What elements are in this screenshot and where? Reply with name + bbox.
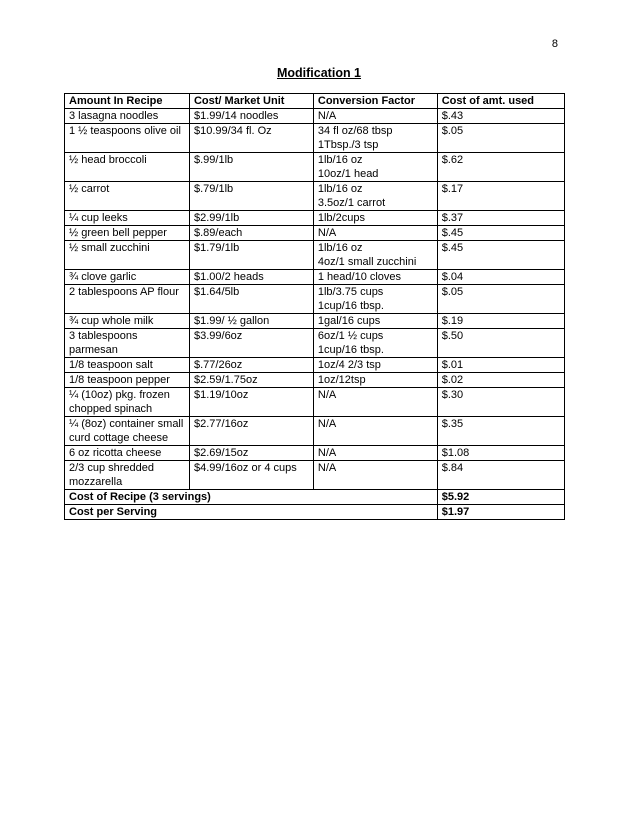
cost-unit-cell bbox=[189, 182, 313, 211]
table-row bbox=[65, 329, 565, 358]
conversion-cell bbox=[313, 417, 437, 446]
page-number: 8 bbox=[551, 38, 558, 50]
header-cost-unit: Cost/ Market Unit bbox=[189, 94, 313, 109]
cost-used-cell bbox=[437, 388, 564, 417]
conversion-cell-text: N/A bbox=[317, 389, 337, 401]
amount-cell bbox=[65, 226, 190, 241]
conversion-cell bbox=[313, 241, 437, 270]
amount-cell-text: 3 lasagna noodles bbox=[69, 110, 159, 122]
cost-used-cell-text: $.19 bbox=[441, 315, 464, 327]
total-row bbox=[65, 505, 565, 520]
conversion-cell bbox=[313, 153, 437, 182]
cost-unit-cell bbox=[189, 417, 313, 446]
cost-used-cell-text: $.05 bbox=[441, 286, 464, 298]
cost-unit-cell bbox=[189, 314, 313, 329]
cost-used-cell bbox=[437, 270, 564, 285]
cost-used-cell-text: $.50 bbox=[441, 330, 464, 342]
conversion-cell-text: 3.5oz/1 carrot bbox=[317, 197, 386, 209]
cost-unit-cell-text: $.79/1lb bbox=[193, 183, 234, 195]
cost-unit-cell bbox=[189, 241, 313, 270]
table-row bbox=[65, 461, 565, 490]
amount-cell bbox=[65, 314, 190, 329]
conversion-cell-text: N/A bbox=[317, 462, 337, 474]
table-row bbox=[65, 241, 565, 270]
cost-used-cell bbox=[437, 109, 564, 124]
cost-used-cell bbox=[437, 226, 564, 241]
conversion-cell bbox=[313, 124, 437, 153]
cost-unit-cell bbox=[189, 285, 313, 314]
amount-cell-text: chopped spinach bbox=[69, 403, 153, 415]
conversion-cell-text: N/A bbox=[317, 110, 337, 122]
cost-unit-cell-text: $3.99/6oz bbox=[193, 330, 243, 342]
cost-used-cell-text: $.01 bbox=[441, 359, 464, 371]
cost-unit-cell bbox=[189, 211, 313, 226]
amount-cell bbox=[65, 461, 190, 490]
cost-unit-cell bbox=[189, 329, 313, 358]
conversion-cell bbox=[313, 270, 437, 285]
amount-cell-text: ¼ (8oz) container small bbox=[69, 418, 184, 430]
table-row bbox=[65, 153, 565, 182]
conversion-cell bbox=[313, 461, 437, 490]
amount-cell-text: 1 ½ teaspoons olive oil bbox=[69, 125, 181, 137]
amount-cell-text: 2 tablespoons AP flour bbox=[69, 286, 179, 298]
conversion-cell-text: 1lb/3.75 cups bbox=[317, 286, 384, 298]
amount-cell-text: 1/8 teaspoon pepper bbox=[69, 374, 170, 386]
conversion-cell bbox=[313, 329, 437, 358]
table-row bbox=[65, 182, 565, 211]
cost-unit-cell-text: $.77/26oz bbox=[193, 359, 243, 371]
total-value: $1.97 bbox=[437, 505, 564, 520]
amount-cell-text: ½ small zucchini bbox=[69, 242, 150, 254]
conversion-cell-text: 1Tbsp./3 tsp bbox=[317, 139, 379, 151]
cost-used-cell-text: $.05 bbox=[441, 125, 464, 137]
conversion-cell bbox=[313, 388, 437, 417]
cost-unit-cell-text: $1.64/5lb bbox=[193, 286, 240, 298]
amount-cell-text: ½ carrot bbox=[69, 183, 110, 195]
cost-unit-cell bbox=[189, 461, 313, 490]
page-title: Modification 1 bbox=[276, 66, 362, 80]
amount-cell bbox=[65, 285, 190, 314]
amount-cell bbox=[65, 373, 190, 388]
cost-used-cell bbox=[437, 417, 564, 446]
recipe-cost-table bbox=[64, 93, 565, 520]
conversion-cell bbox=[313, 226, 437, 241]
cost-used-cell bbox=[437, 211, 564, 226]
cost-used-cell-text: $.35 bbox=[441, 418, 464, 430]
cost-unit-cell-text: $4.99/16oz or 4 cups bbox=[193, 462, 297, 474]
cost-unit-cell-text: $1.79/1lb bbox=[193, 242, 240, 254]
table-row bbox=[65, 446, 565, 461]
amount-cell-text: curd cottage cheese bbox=[69, 432, 169, 444]
amount-cell-text: 1/8 teaspoon salt bbox=[69, 359, 153, 371]
amount-cell bbox=[65, 182, 190, 211]
cost-unit-cell bbox=[189, 109, 313, 124]
cost-unit-cell-text: $1.99/14 noodles bbox=[193, 110, 279, 122]
table-row bbox=[65, 285, 565, 314]
conversion-cell-text: 6oz/1 ½ cups bbox=[317, 330, 384, 342]
table-row bbox=[65, 124, 565, 153]
cost-used-cell-text: $.84 bbox=[441, 462, 464, 474]
table-row bbox=[65, 109, 565, 124]
conversion-cell-text: N/A bbox=[317, 227, 337, 239]
table-row bbox=[65, 314, 565, 329]
amount-cell bbox=[65, 270, 190, 285]
conversion-cell-text: 4oz/1 small zucchini bbox=[317, 256, 417, 268]
amount-cell-text: ¼ (10oz) pkg. frozen bbox=[69, 389, 170, 401]
cost-used-cell bbox=[437, 358, 564, 373]
cost-used-cell-text: $.30 bbox=[441, 389, 464, 401]
table-row bbox=[65, 388, 565, 417]
cost-unit-cell-text: $1.99/ ½ gallon bbox=[193, 315, 270, 327]
conversion-cell bbox=[313, 373, 437, 388]
cost-used-cell-text: $.37 bbox=[441, 212, 464, 224]
conversion-cell bbox=[313, 285, 437, 314]
cost-used-cell bbox=[437, 153, 564, 182]
cost-unit-cell bbox=[189, 153, 313, 182]
conversion-cell-text: N/A bbox=[317, 418, 337, 430]
cost-unit-cell-text: $2.99/1lb bbox=[193, 212, 240, 224]
conversion-cell-text: 1lb/16 oz bbox=[317, 154, 363, 166]
conversion-cell-text: 1cup/16 tbsp. bbox=[317, 300, 384, 312]
conversion-cell-text: 1cup/16 tbsp. bbox=[317, 344, 384, 356]
amount-cell-text: ¾ cup whole milk bbox=[69, 315, 154, 327]
conversion-cell-text: 1lb/2cups bbox=[317, 212, 365, 224]
conversion-cell-text: 1gal/16 cups bbox=[317, 315, 381, 327]
cost-used-cell-text: $.43 bbox=[441, 110, 464, 122]
amount-cell bbox=[65, 241, 190, 270]
conversion-cell bbox=[313, 182, 437, 211]
cost-used-cell bbox=[437, 373, 564, 388]
amount-cell-text: parmesan bbox=[69, 344, 118, 356]
amount-cell bbox=[65, 124, 190, 153]
cost-unit-cell bbox=[189, 270, 313, 285]
conversion-cell-text: 34 fl oz/68 tbsp bbox=[317, 125, 393, 137]
cost-used-cell bbox=[437, 182, 564, 211]
cost-unit-cell bbox=[189, 226, 313, 241]
amount-cell-text: ½ green bell pepper bbox=[69, 227, 167, 239]
amount-cell-text: 2/3 cup shredded bbox=[69, 462, 155, 474]
conversion-cell-text: 1lb/16 oz bbox=[317, 183, 363, 195]
table-row bbox=[65, 373, 565, 388]
amount-cell-text: 3 tablespoons bbox=[69, 330, 138, 342]
header-conversion: Conversion Factor bbox=[313, 94, 437, 109]
table-row bbox=[65, 226, 565, 241]
table-header-row bbox=[65, 94, 565, 109]
cost-unit-cell-text: $.89/each bbox=[193, 227, 243, 239]
cost-used-cell bbox=[437, 241, 564, 270]
amount-cell bbox=[65, 417, 190, 446]
amount-cell bbox=[65, 446, 190, 461]
cost-unit-cell-text: $1.19/10oz bbox=[193, 389, 249, 401]
amount-cell bbox=[65, 211, 190, 226]
amount-cell bbox=[65, 109, 190, 124]
cost-used-cell-text: $1.08 bbox=[441, 447, 470, 459]
cost-used-cell bbox=[437, 461, 564, 490]
cost-unit-cell bbox=[189, 124, 313, 153]
conversion-cell-text: 1oz/4 2/3 tsp bbox=[317, 359, 381, 371]
cost-used-cell-text: $.04 bbox=[441, 271, 464, 283]
cost-used-cell bbox=[437, 285, 564, 314]
cost-unit-cell-text: $2.69/15oz bbox=[193, 447, 249, 459]
cost-used-cell-text: $.02 bbox=[441, 374, 464, 386]
table-body bbox=[65, 109, 565, 520]
conversion-cell-text: 1 head/10 cloves bbox=[317, 271, 402, 283]
total-label: Cost of Recipe (3 servings) bbox=[65, 490, 438, 505]
table-row bbox=[65, 270, 565, 285]
cost-unit-cell-text: $1.00/2 heads bbox=[193, 271, 264, 283]
header-amount: Amount In Recipe bbox=[65, 94, 190, 109]
amount-cell-text: mozzarella bbox=[69, 476, 123, 488]
cost-used-cell bbox=[437, 446, 564, 461]
amount-cell bbox=[65, 329, 190, 358]
cost-unit-cell-text: $2.77/16oz bbox=[193, 418, 249, 430]
conversion-cell bbox=[313, 314, 437, 329]
cost-unit-cell bbox=[189, 373, 313, 388]
total-value: $5.92 bbox=[437, 490, 564, 505]
total-row bbox=[65, 490, 565, 505]
conversion-cell-text: 1oz/12tsp bbox=[317, 374, 366, 386]
cost-used-cell-text: $.62 bbox=[441, 154, 464, 166]
cost-used-cell bbox=[437, 329, 564, 358]
cost-used-cell bbox=[437, 124, 564, 153]
cost-used-cell-text: $.45 bbox=[441, 242, 464, 254]
cost-unit-cell bbox=[189, 388, 313, 417]
cost-used-cell-text: $.45 bbox=[441, 227, 464, 239]
cost-unit-cell-text: $2.59/1.75oz bbox=[193, 374, 258, 386]
cost-unit-cell-text: $.99/1lb bbox=[193, 154, 234, 166]
conversion-cell-text: N/A bbox=[317, 447, 337, 459]
cost-used-cell-text: $.17 bbox=[441, 183, 464, 195]
amount-cell bbox=[65, 153, 190, 182]
cost-unit-cell-text: $10.99/34 fl. Oz bbox=[193, 125, 272, 137]
cost-unit-cell bbox=[189, 358, 313, 373]
conversion-cell bbox=[313, 358, 437, 373]
amount-cell-text: ½ head broccoli bbox=[69, 154, 147, 166]
conversion-cell bbox=[313, 211, 437, 226]
cost-used-cell bbox=[437, 314, 564, 329]
table-row bbox=[65, 417, 565, 446]
total-label: Cost per Serving bbox=[65, 505, 438, 520]
amount-cell-text: ¾ clove garlic bbox=[69, 271, 137, 283]
table-row bbox=[65, 358, 565, 373]
cost-unit-cell bbox=[189, 446, 313, 461]
table-row bbox=[65, 211, 565, 226]
amount-cell bbox=[65, 388, 190, 417]
conversion-cell-text: 1lb/16 oz bbox=[317, 242, 363, 254]
amount-cell bbox=[65, 358, 190, 373]
conversion-cell-text: 10oz/1 head bbox=[317, 168, 379, 180]
header-cost-used: Cost of amt. used bbox=[437, 94, 564, 109]
amount-cell-text: 6 oz ricotta cheese bbox=[69, 447, 162, 459]
conversion-cell bbox=[313, 109, 437, 124]
conversion-cell bbox=[313, 446, 437, 461]
amount-cell-text: ¼ cup leeks bbox=[69, 212, 128, 224]
